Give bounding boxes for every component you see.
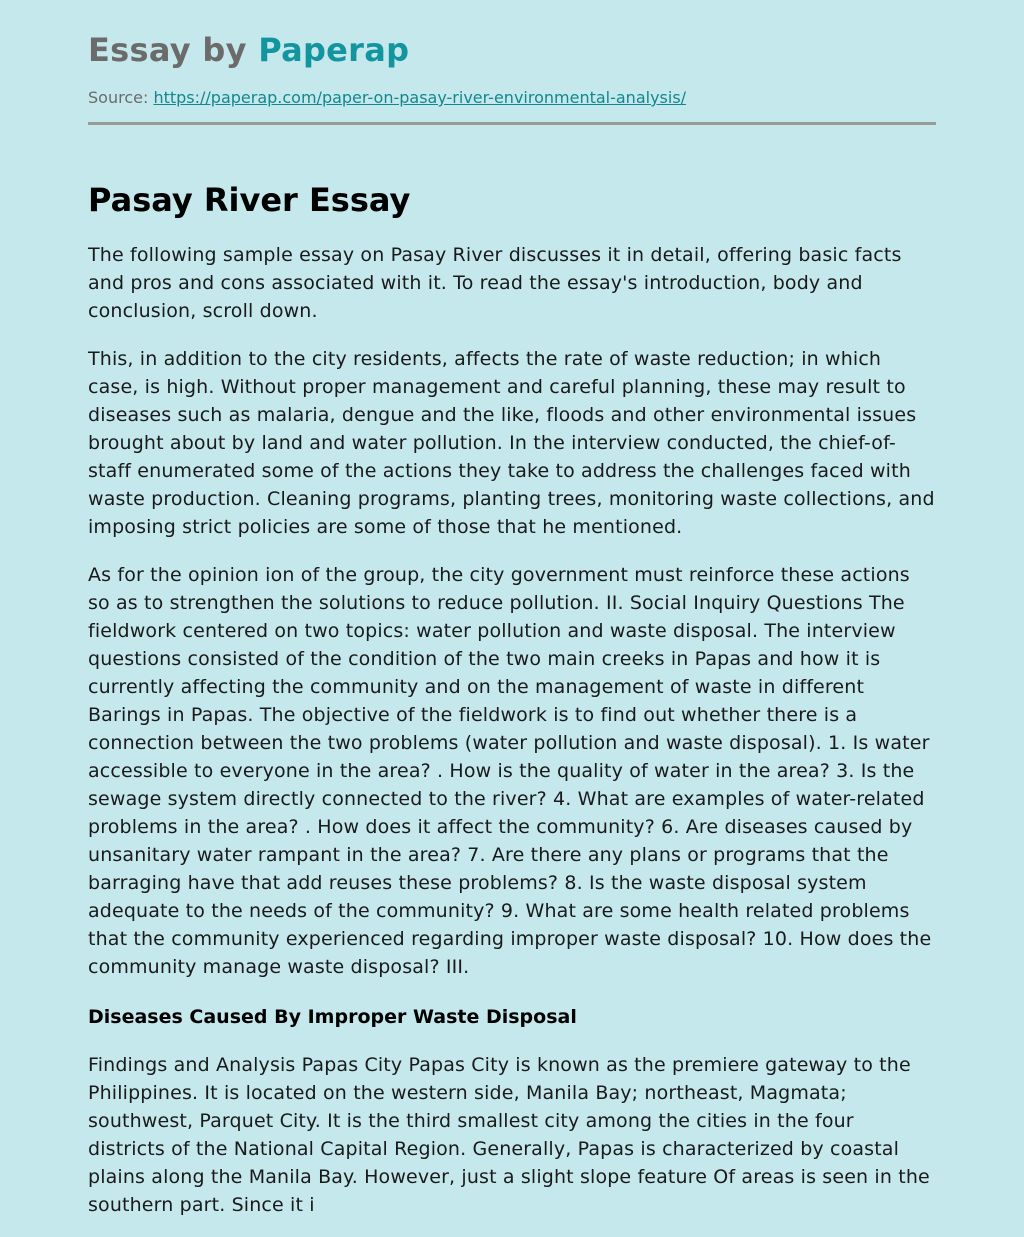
paragraph-findings: Findings and Analysis Papas City Papas City is known as the premiere gateway to the Philippines. It is located on the western side, Manila Bay; northeast, Magmata; southwest, Parquet City. It is the third smallest city among the cities in the four districts of the National Capital Region. Generally, Papas is characterized by coastal plains along the Manila Bay. However, just a slight slope feature Of areas is seen in the southern part. Since it i bbox=[88, 1054, 930, 1216]
header-divider bbox=[88, 122, 936, 125]
paragraph-3: As for the opinion ion of the group, the city government must reinforce these actions so as to strengthen the solutions to reduce pollution. II. Social Inquiry Questions The fieldwork centered on two topics: water pollution and waste disposal. The interview questions consisted of the condition of the two main creeks in Papas and how it is currently affecting the community and on the management of waste in different Barings in Papas. The objective of the fieldwork is to find out whether there is a connection between the two problems (water pollution and waste disposal). 1. Is water accessible to everyone in the area? . How is the quality of water in the area? 3. Is the sewage system directly connected to the river? 4. What are examples of water-related problems in the area? . How does it affect the community? 6. Are diseases caused by unsanitary water rampant in the area? 7. Are there any plans or programs that the barraging have that add reuses these problems? 8. Is the waste disposal system adequate to the needs of the community? 9. What are some health related problems that the community experienced regarding improper waste disposal? 10. How does the community manage waste disposal? III. bbox=[88, 564, 932, 978]
article bbox=[88, 180, 936, 1219]
brand-prefix: Essay by bbox=[88, 31, 247, 69]
brand-name: Paperap bbox=[258, 31, 410, 69]
section-heading: Diseases Caused By Improper Waste Disposal bbox=[88, 1006, 577, 1028]
source-line bbox=[88, 87, 936, 109]
article-title: Pasay River Essay bbox=[88, 181, 411, 219]
source-link[interactable]: https://paperap.com/paper-on-pasay-river-environmental-analysis/ bbox=[153, 88, 687, 107]
paragraph-2: This, in addition to the city residents, affects the rate of waste reduction; in which case, is high. Without proper management and careful planning, these may result to diseases such as malaria, dengue and the like, floods and other environmental issues brought about by land and water pollution. In the interview conducted, the chief-of-staff enumerated some of the actions they take to address the challenges faced with waste production. Cleaning programs, planting trees, monitoring waste collections, and imposing strict policies are some of those that he mentioned. bbox=[88, 348, 935, 538]
article-body bbox=[88, 241, 936, 1219]
site-header bbox=[88, 0, 936, 125]
page bbox=[88, 0, 936, 1219]
paragraph-intro: The following sample essay on Pasay River discusses it in detail, offering basic facts and pros and cons associated with it. To read the essay's introduction, body and conclusion, scroll down. bbox=[88, 244, 902, 322]
source-label: Source: bbox=[88, 88, 149, 107]
site-brand bbox=[88, 0, 936, 70]
